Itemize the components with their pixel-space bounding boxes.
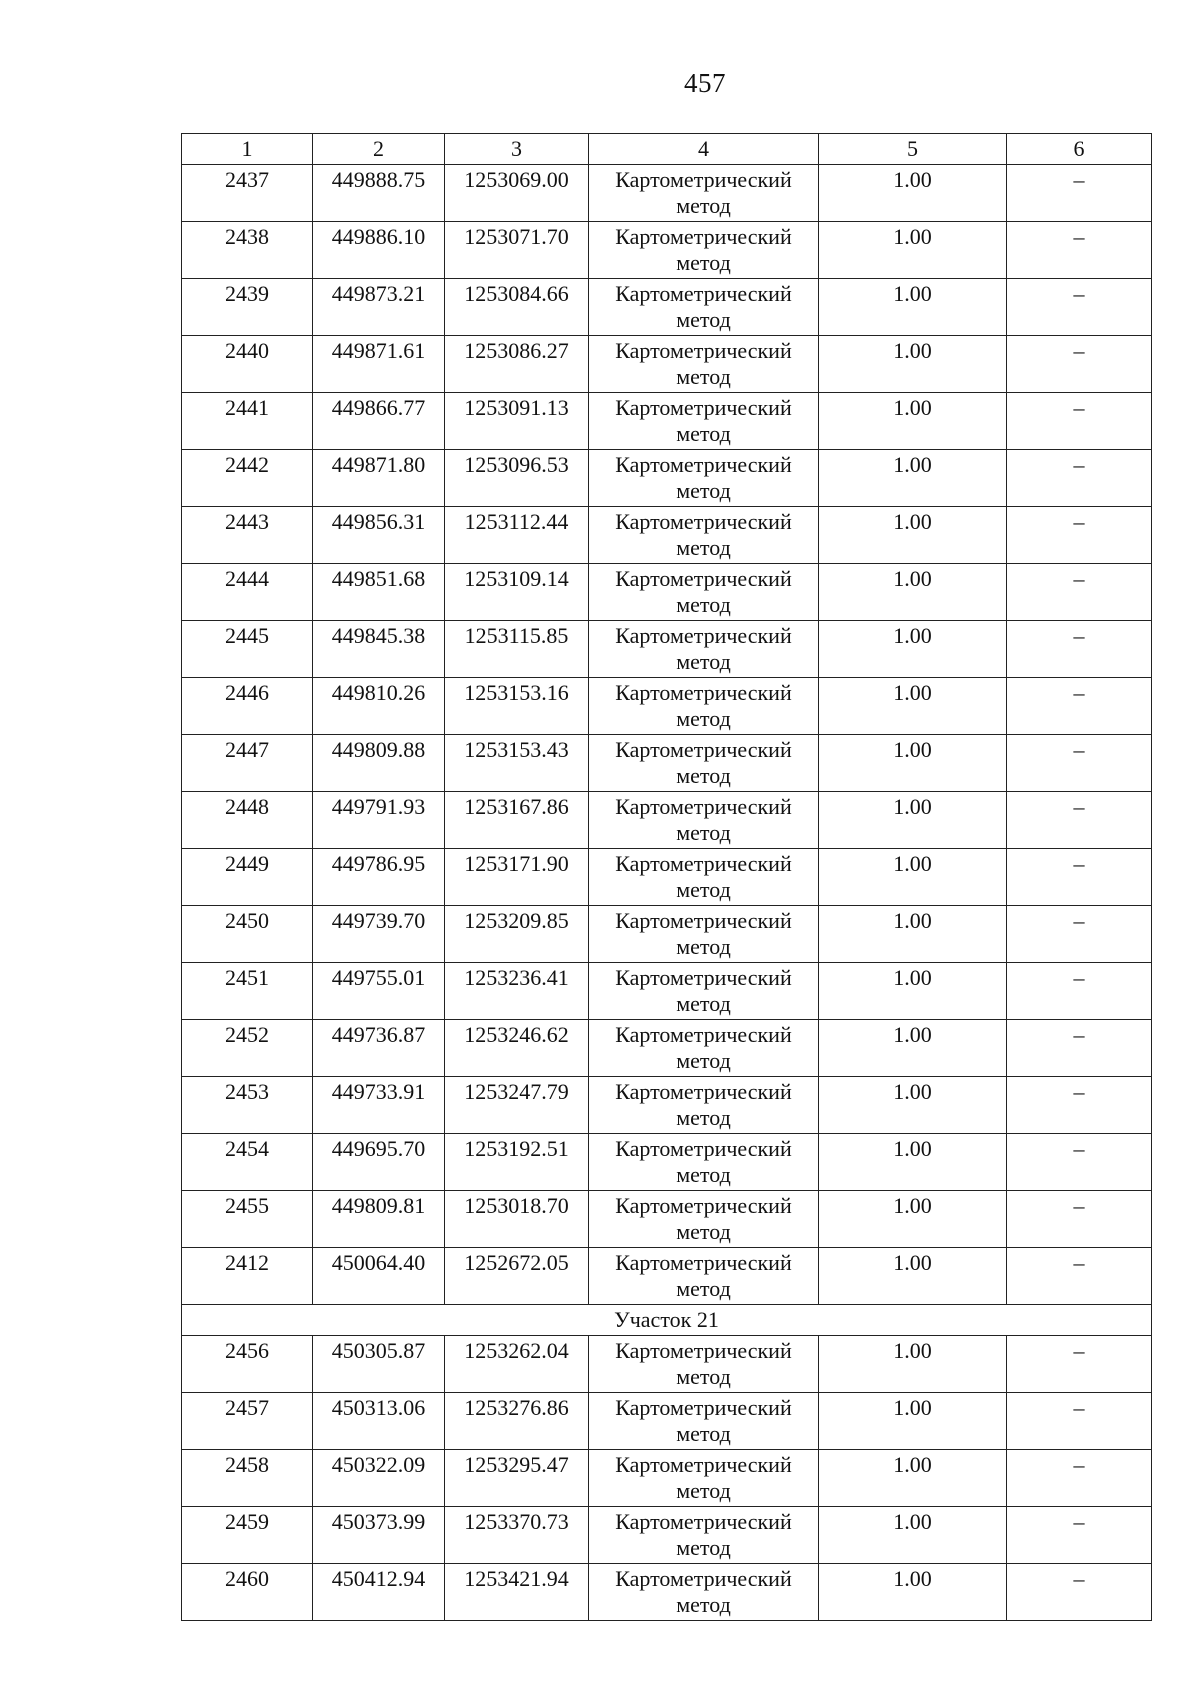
note-cell: – [1007,165,1152,222]
accuracy-cell: 1.00 [819,1020,1007,1077]
method-cell: Картометрический метод [589,450,819,507]
accuracy-cell: 1.00 [819,792,1007,849]
accuracy-cell: 1.00 [819,222,1007,279]
table-row [182,165,1152,222]
table-row [182,222,1152,279]
x-coordinate-cell: 449739.70 [313,906,445,963]
point-number-cell: 2441 [182,393,313,450]
method-cell: Картометрический метод [589,279,819,336]
accuracy-cell: 1.00 [819,1336,1007,1393]
table-row [182,735,1152,792]
table-row [182,963,1152,1020]
table-row [182,393,1152,450]
y-coordinate-cell: 1253091.13 [445,393,589,450]
x-coordinate-cell: 449873.21 [313,279,445,336]
table-row [182,1336,1152,1393]
x-coordinate-cell: 449888.75 [313,165,445,222]
x-coordinate-cell: 449856.31 [313,507,445,564]
point-number-cell: 2447 [182,735,313,792]
y-coordinate-cell: 1253018.70 [445,1191,589,1248]
y-coordinate-cell: 1253295.47 [445,1450,589,1507]
table-row [182,1134,1152,1191]
x-coordinate-cell: 450064.40 [313,1248,445,1305]
x-coordinate-cell: 449809.88 [313,735,445,792]
x-coordinate-cell: 449736.87 [313,1020,445,1077]
table-row [182,1564,1152,1621]
method-cell: Картометрический метод [589,735,819,792]
coordinates-table [181,133,1152,1621]
point-number-cell: 2455 [182,1191,313,1248]
method-cell: Картометрический метод [589,1134,819,1191]
note-cell: – [1007,393,1152,450]
method-cell: Картометрический метод [589,1077,819,1134]
note-cell: – [1007,792,1152,849]
point-number-cell: 2438 [182,222,313,279]
note-cell: – [1007,222,1152,279]
table-row [182,792,1152,849]
table-row [182,450,1152,507]
method-cell: Картометрический метод [589,1450,819,1507]
x-coordinate-cell: 449810.26 [313,678,445,735]
accuracy-cell: 1.00 [819,165,1007,222]
accuracy-cell: 1.00 [819,1134,1007,1191]
table-row [182,1393,1152,1450]
accuracy-cell: 1.00 [819,1450,1007,1507]
accuracy-cell: 1.00 [819,1191,1007,1248]
point-number-cell: 2456 [182,1336,313,1393]
table-row [182,1020,1152,1077]
y-coordinate-cell: 1253236.41 [445,963,589,1020]
accuracy-cell: 1.00 [819,1393,1007,1450]
table-row [182,621,1152,678]
table-row [182,1507,1152,1564]
y-coordinate-cell: 1253086.27 [445,336,589,393]
x-coordinate-cell: 450305.87 [313,1336,445,1393]
note-cell: – [1007,1191,1152,1248]
y-coordinate-cell: 1253096.53 [445,450,589,507]
column-header: 6 [1007,134,1152,165]
accuracy-cell: 1.00 [819,735,1007,792]
method-cell: Картометрический метод [589,507,819,564]
x-coordinate-cell: 449733.91 [313,1077,445,1134]
table-row [182,1248,1152,1305]
note-cell: – [1007,735,1152,792]
accuracy-cell: 1.00 [819,507,1007,564]
note-cell: – [1007,1134,1152,1191]
y-coordinate-cell: 1253153.43 [445,735,589,792]
point-number-cell: 2446 [182,678,313,735]
point-number-cell: 2451 [182,963,313,1020]
x-coordinate-cell: 449809.81 [313,1191,445,1248]
note-cell: – [1007,450,1152,507]
method-cell: Картометрический метод [589,792,819,849]
column-header: 1 [182,134,313,165]
note-cell: – [1007,279,1152,336]
table-row [182,1450,1152,1507]
y-coordinate-cell: 1253071.70 [445,222,589,279]
method-cell: Картометрический метод [589,393,819,450]
note-cell: – [1007,1393,1152,1450]
accuracy-cell: 1.00 [819,1077,1007,1134]
table-row [182,678,1152,735]
x-coordinate-cell: 450412.94 [313,1564,445,1621]
y-coordinate-cell: 1253084.66 [445,279,589,336]
method-cell: Картометрический метод [589,963,819,1020]
note-cell: – [1007,507,1152,564]
x-coordinate-cell: 450322.09 [313,1450,445,1507]
table-row [182,906,1152,963]
method-cell: Картометрический метод [589,336,819,393]
point-number-cell: 2458 [182,1450,313,1507]
point-number-cell: 2449 [182,849,313,906]
y-coordinate-cell: 1253209.85 [445,906,589,963]
y-coordinate-cell: 1253247.79 [445,1077,589,1134]
point-number-cell: 2437 [182,165,313,222]
method-cell: Картометрический метод [589,621,819,678]
column-header: 2 [313,134,445,165]
y-coordinate-cell: 1253246.62 [445,1020,589,1077]
method-cell: Картометрический метод [589,165,819,222]
y-coordinate-cell: 1253153.16 [445,678,589,735]
method-cell: Картометрический метод [589,1507,819,1564]
point-number-cell: 2442 [182,450,313,507]
accuracy-cell: 1.00 [819,1248,1007,1305]
y-coordinate-cell: 1253262.04 [445,1336,589,1393]
section-header-row [182,1305,1152,1336]
method-cell: Картометрический метод [589,1336,819,1393]
accuracy-cell: 1.00 [819,621,1007,678]
note-cell: – [1007,1020,1152,1077]
x-coordinate-cell: 449755.01 [313,963,445,1020]
column-header: 4 [589,134,819,165]
accuracy-cell: 1.00 [819,279,1007,336]
x-coordinate-cell: 449871.80 [313,450,445,507]
point-number-cell: 2452 [182,1020,313,1077]
x-coordinate-cell: 449695.70 [313,1134,445,1191]
note-cell: – [1007,849,1152,906]
accuracy-cell: 1.00 [819,393,1007,450]
accuracy-cell: 1.00 [819,963,1007,1020]
accuracy-cell: 1.00 [819,1564,1007,1621]
table-row [182,564,1152,621]
point-number-cell: 2439 [182,279,313,336]
point-number-cell: 2440 [182,336,313,393]
y-coordinate-cell: 1253069.00 [445,165,589,222]
table-row [182,507,1152,564]
x-coordinate-cell: 450313.06 [313,1393,445,1450]
point-number-cell: 2443 [182,507,313,564]
note-cell: – [1007,564,1152,621]
point-number-cell: 2412 [182,1248,313,1305]
method-cell: Картометрический метод [589,849,819,906]
note-cell: – [1007,1564,1152,1621]
point-number-cell: 2459 [182,1507,313,1564]
table-body [182,134,1152,1621]
point-number-cell: 2454 [182,1134,313,1191]
table-row [182,1191,1152,1248]
point-number-cell: 2453 [182,1077,313,1134]
table-row [182,279,1152,336]
x-coordinate-cell: 449786.95 [313,849,445,906]
column-header: 5 [819,134,1007,165]
x-coordinate-cell: 449845.38 [313,621,445,678]
column-header: 3 [445,134,589,165]
accuracy-cell: 1.00 [819,678,1007,735]
method-cell: Картометрический метод [589,906,819,963]
y-coordinate-cell: 1253112.44 [445,507,589,564]
accuracy-cell: 1.00 [819,336,1007,393]
method-cell: Картометрический метод [589,1191,819,1248]
x-coordinate-cell: 449886.10 [313,222,445,279]
note-cell: – [1007,963,1152,1020]
note-cell: – [1007,1450,1152,1507]
method-cell: Картометрический метод [589,564,819,621]
y-coordinate-cell: 1253276.86 [445,1393,589,1450]
y-coordinate-cell: 1253171.90 [445,849,589,906]
note-cell: – [1007,1248,1152,1305]
table-row [182,336,1152,393]
y-coordinate-cell: 1253109.14 [445,564,589,621]
accuracy-cell: 1.00 [819,564,1007,621]
table-row [182,1077,1152,1134]
accuracy-cell: 1.00 [819,906,1007,963]
point-number-cell: 2450 [182,906,313,963]
y-coordinate-cell: 1252672.05 [445,1248,589,1305]
accuracy-cell: 1.00 [819,849,1007,906]
section-title: Участок 21 [182,1305,1152,1336]
note-cell: – [1007,336,1152,393]
x-coordinate-cell: 450373.99 [313,1507,445,1564]
y-coordinate-cell: 1253167.86 [445,792,589,849]
note-cell: – [1007,1077,1152,1134]
note-cell: – [1007,621,1152,678]
x-coordinate-cell: 449851.68 [313,564,445,621]
note-cell: – [1007,1507,1152,1564]
x-coordinate-cell: 449791.93 [313,792,445,849]
accuracy-cell: 1.00 [819,450,1007,507]
point-number-cell: 2460 [182,1564,313,1621]
method-cell: Картометрический метод [589,1393,819,1450]
point-number-cell: 2448 [182,792,313,849]
point-number-cell: 2445 [182,621,313,678]
page-number: 457 [684,68,726,98]
note-cell: – [1007,678,1152,735]
y-coordinate-cell: 1253421.94 [445,1564,589,1621]
point-number-cell: 2457 [182,1393,313,1450]
table-row [182,849,1152,906]
accuracy-cell: 1.00 [819,1507,1007,1564]
y-coordinate-cell: 1253115.85 [445,621,589,678]
method-cell: Картометрический метод [589,222,819,279]
y-coordinate-cell: 1253192.51 [445,1134,589,1191]
table-header-row [182,134,1152,165]
method-cell: Картометрический метод [589,1248,819,1305]
note-cell: – [1007,1336,1152,1393]
x-coordinate-cell: 449866.77 [313,393,445,450]
method-cell: Картометрический метод [589,678,819,735]
note-cell: – [1007,906,1152,963]
y-coordinate-cell: 1253370.73 [445,1507,589,1564]
method-cell: Картометрический метод [589,1020,819,1077]
point-number-cell: 2444 [182,564,313,621]
method-cell: Картометрический метод [589,1564,819,1621]
x-coordinate-cell: 449871.61 [313,336,445,393]
